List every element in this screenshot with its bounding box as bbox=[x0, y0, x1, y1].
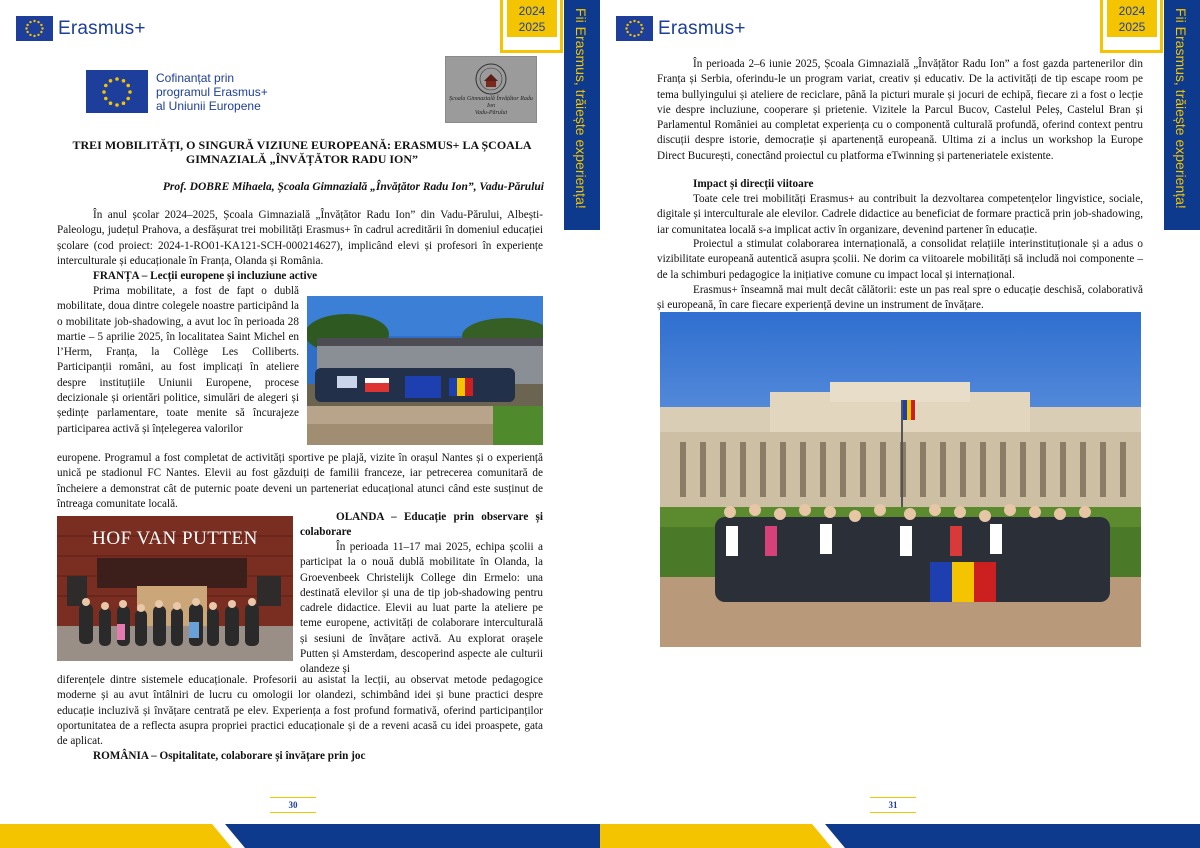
side-slogan: Fii Erasmus, trăiește experiența! bbox=[573, 8, 589, 209]
erasmus-logo bbox=[16, 16, 146, 41]
cofinance-line3: al Uniunii Europene bbox=[156, 98, 261, 113]
side-banner bbox=[1164, 0, 1200, 230]
year-tab bbox=[1100, 0, 1163, 53]
year-tab bbox=[500, 0, 563, 53]
romania-paragraph: În perioada 2–6 iunie 2025, Școala Gimnazială „Învățător Radu Ion” a fost gazda partenerilor din Franța și Serbia, oferindu-le un program variat, creativ și educativ. De la activități de tip escape room pe tema bullyingului și ateliere de reciclare, până la picturi murale și jocuri de echipă, fiecare zi a fost o lecție vie despre incluziune, cooperare și prietenie. Vizitele la Parcul Bucov, Castelul Peleș, Castelul Bran și Parlamentul României au completat experiența cu o componentă culturală profundă, oferind context pentru discuții despre istorie, democrație și apartenență europeană. Ultima zi a inclus un workshop la Europe Direct București, conectând proiectul cu platforma eTwinning și parteneriatele existente. bbox=[657, 58, 1143, 162]
side-slogan: Fii Erasmus, trăiește experiența! bbox=[1173, 8, 1189, 209]
impact-paragraph-1: Toate cele trei mobilități Erasmus+ au contribuit la dezvoltarea competențelor lingvistice, sociale, digitale și interculturale ale elevilor. Cadrele didactice au beneficiat de formare practică prin job-shadowing, iar comunitatea locală s-a implicat activ în organizare, devenind partener în educație. bbox=[657, 193, 1143, 236]
cofinance-line1: Cofinanțat prin bbox=[156, 70, 235, 85]
year-label bbox=[1107, 0, 1157, 37]
impact-heading: Impact și direcții viitoare bbox=[693, 178, 814, 190]
school-logo-place: Vadu-Părului bbox=[474, 110, 508, 116]
article-author: Prof. DOBRE Mihaela, Școala Gimnazială „Învățător Radu Ion”, Vadu-Părului bbox=[162, 181, 544, 193]
eu-flag-icon bbox=[616, 16, 653, 41]
cofinance-block bbox=[86, 70, 268, 113]
school-logo-name: Școala Gimnazială Învățător Radu Ion bbox=[449, 96, 533, 109]
erasmus-logo bbox=[616, 16, 746, 41]
side-banner bbox=[564, 0, 600, 230]
cofinance-text bbox=[156, 71, 268, 113]
netherlands-paragraph-2: diferențele dintre sistemele educaționale. Profesorii au asistat la lecții, au observat metode pedagogice moderne și au avut întâlniri de lucru cu omologii lor olandezi, schimbând idei și bune practici despre educație incluzivă și învățare centrată pe elev. Experiența a fost profund formativă, oferind participanților oportunitatea de a reflecta asupra propriei practici educaționale și de a reveni acasă cu idei proaspete, gata de aplicat. bbox=[57, 674, 543, 748]
eu-flag-icon bbox=[86, 70, 148, 113]
impact-paragraph-3: Erasmus+ înseamnă mai mult decât călătorii: este un pas real spre o educație deschisă, colaborativă și europeană, în care fiecare experiență devine un instrument de învățare. bbox=[657, 284, 1143, 312]
netherlands-paragraph-1: În perioada 11–17 mai 2025, echipa școlii a participat la o nouă dublă mobilitate în Olanda, la Groevenbeek Christelijk College din Ermelo: una destinată elevilor și una de tip job-shadowing pentru cadrele didactice. Elevii au luat parte la ateliere pe teme europene, activități de colaborare interculturală și sesiuni de învățare activă. Au explorat orașele Putten și Amsterdam, descoperind aspecte ale culturii olandeze și bbox=[300, 541, 543, 676]
france-paragraph-2: europene. Programul a fost completat de activități sportive pe plajă, vizite în orașul Nantes și o experiență unică pe stadionul FC Nantes. Elevii au fost găzduiți de familii franceze, iar petrecerea comunitară de încheiere a demonstrat cât de puternic poate deveni un parteneriat educațional atunci când este susținut de întreaga comunitate locală. bbox=[57, 452, 543, 510]
france-paragraph-1: Prima mobilitate, a fost de fapt o dublă mobilitate, doua dintre colegele noastre participând la o mobilitate job-shadowing, a avut loc în perioada 28 martie – 5 aprilie 2025, în localitatea Saint Michel en l’Herm, Franța, la Collège Les Colliberts. Participanții români, au fost implicați în ateliere despre instituțiile Uniunii Europene, procese decizionale și orientări politice, simulări de alegeri și ședințe parlamentare, toate menite să încurajeze participarea activă și înțelegerea valorilor bbox=[57, 285, 299, 435]
france-group-photo bbox=[307, 296, 543, 445]
page-number: 30 bbox=[270, 797, 316, 813]
year-label bbox=[507, 0, 557, 37]
page-number: 31 bbox=[870, 797, 916, 813]
brand-name: Erasmus+ bbox=[58, 17, 146, 39]
year-top: 2024 bbox=[1118, 4, 1146, 18]
school-crest-icon bbox=[471, 62, 511, 96]
brand-name: Erasmus+ bbox=[658, 17, 746, 39]
right-page bbox=[600, 0, 1200, 848]
netherlands-hotel-photo bbox=[57, 516, 293, 661]
school-logo bbox=[445, 56, 537, 123]
year-bottom: 2025 bbox=[1118, 20, 1146, 34]
intro-paragraph: În anul școlar 2024–2025, Școala Gimnazială „Învățător Radu Ion” din Vadu-Părului, Albești-Paleologu, județul Prahova, a desfășurat trei mobilități Erasmus+ în cadrul acreditării în domeniul educației școlare (cod proiect: 2024-1-RO01-KA121-SCH-000214627), implicând elevi și profesori în experiențe interculturale și educaționale în Franța, Olanda și România. bbox=[57, 209, 543, 267]
year-bottom: 2025 bbox=[518, 20, 546, 34]
hotel-sign-text: HOF VAN PUTTEN bbox=[92, 528, 258, 549]
eu-flag-icon bbox=[16, 16, 53, 41]
parliament-group-photo bbox=[660, 312, 1141, 647]
article-title: TREI MOBILITĂȚI, O SINGURĂ VIZIUNE EUROPEANĂ: ERASMUS+ LA ȘCOALA GIMNAZIALĂ „ÎNVĂȚĂTOR RADU ION” bbox=[72, 138, 532, 166]
year-top: 2024 bbox=[518, 4, 546, 18]
romania-heading: ROMÂNIA – Ospitalitate, colaborare și învățare prin joc bbox=[93, 750, 366, 762]
footer-band bbox=[600, 824, 1200, 848]
netherlands-heading: OLANDA – Educație prin observare și colaborare bbox=[300, 511, 543, 539]
france-heading: FRANȚA – Lecții europene și incluziune active bbox=[93, 270, 318, 282]
cofinance-line2: programul Erasmus+ bbox=[156, 84, 268, 99]
footer-band bbox=[0, 824, 600, 848]
impact-paragraph-2: Proiectul a stimulat colaborarea internațională, a consolidat relațiile interinstituționale și a adus o vizibilitate europeană autentică asupra școlii. Ne dorim ca viitoarele mobilități să includă noi componente – de la schimburi pedagogice la inițiative comune cu impact local și internațional. bbox=[657, 238, 1143, 281]
